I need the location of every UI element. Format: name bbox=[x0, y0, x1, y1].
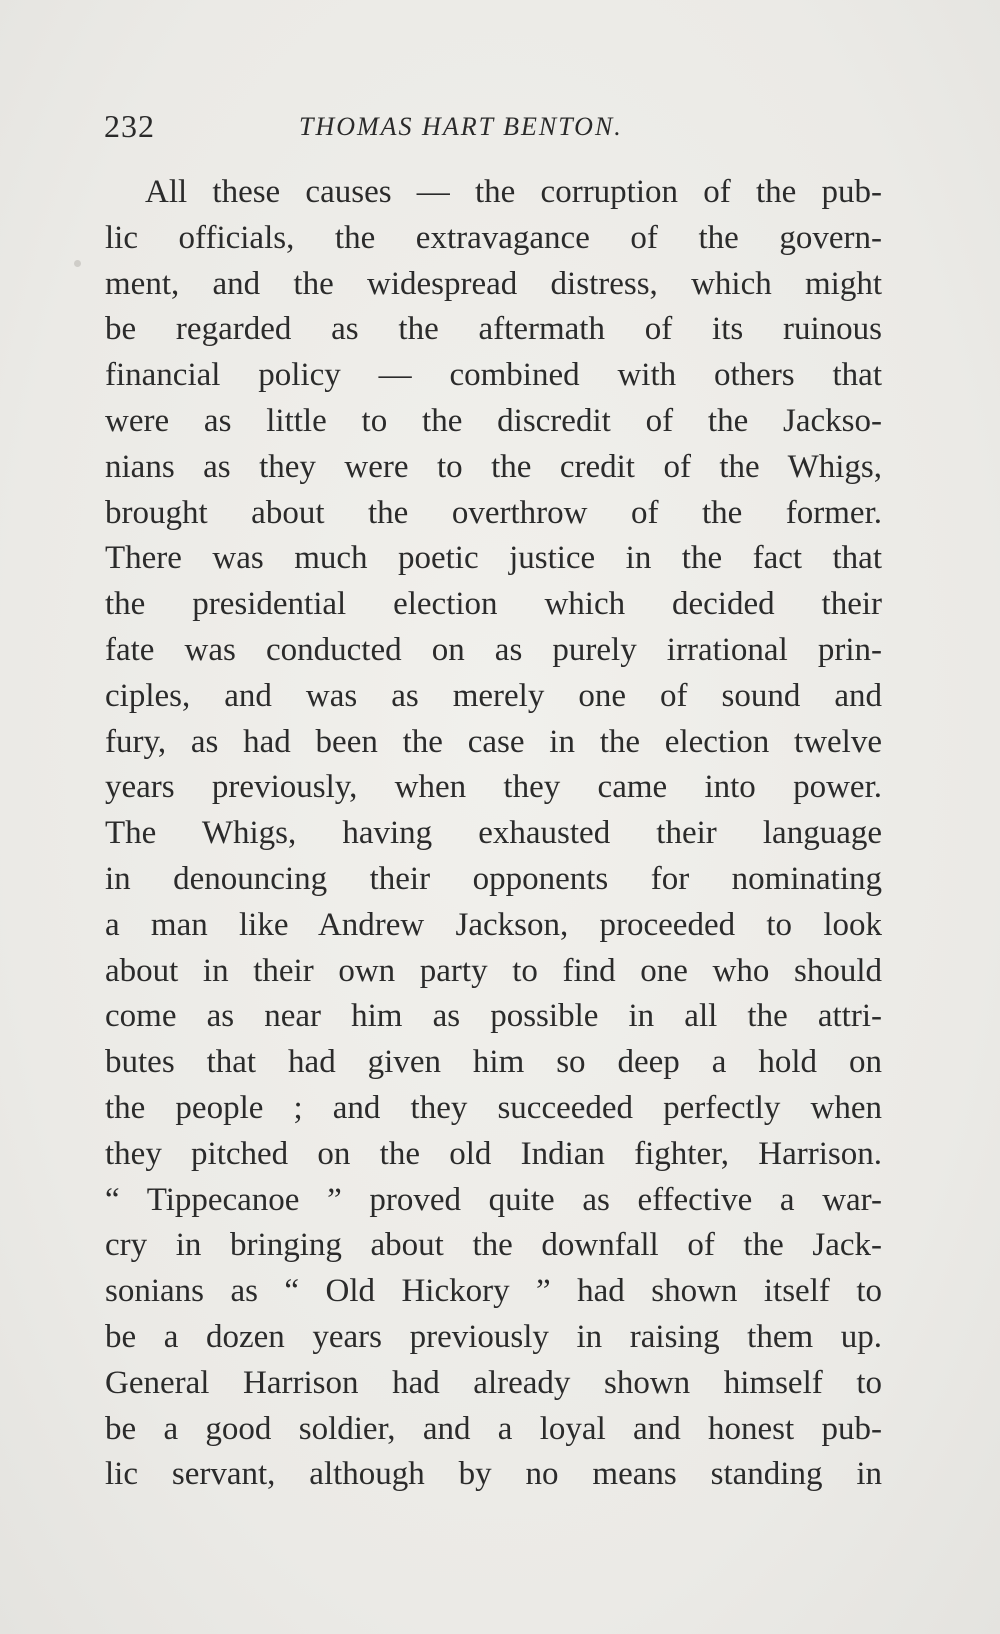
text-line: be a good soldier, and a loyal and honest pub- bbox=[105, 1410, 882, 1447]
page-number: 232 bbox=[104, 108, 155, 144]
text-line: ciples, and was as merely one of sound and bbox=[105, 677, 882, 714]
text-line: be regarded as the aftermath of its ruinous bbox=[105, 311, 882, 348]
text-line: the people ; and they succeeded perfectly when bbox=[105, 1089, 882, 1126]
text-line: come as near him as possible in all the attri- bbox=[105, 998, 882, 1035]
text-line: years previously, when they came into power. bbox=[105, 769, 882, 806]
text-line: they pitched on the old Indian fighter, Harrison. bbox=[105, 1135, 882, 1172]
text-line: ment, and the widespread distress, which might bbox=[105, 265, 882, 302]
text-line: All these causes — the corruption of the pub- bbox=[145, 174, 882, 210]
text-line: General Harrison had already shown himself to bbox=[105, 1364, 882, 1401]
body-text bbox=[105, 170, 882, 1498]
paper-speck bbox=[74, 260, 81, 267]
text-line: brought about the overthrow of the former. bbox=[105, 494, 882, 531]
text-line: financial policy — combined with others that bbox=[105, 357, 882, 394]
text-line: There was much poetic justice in the fact that bbox=[105, 540, 882, 577]
page-header bbox=[104, 108, 882, 154]
text-line: “ Tippecanoe ” proved quite as effective a war- bbox=[105, 1181, 882, 1218]
text-line: in denouncing their opponents for nominating bbox=[105, 860, 882, 897]
text-line: fate was conducted on as purely irrational prin- bbox=[105, 631, 882, 668]
text-line: lic officials, the extravagance of the govern- bbox=[105, 219, 882, 256]
text-line: be a dozen years previously in raising them up. bbox=[105, 1318, 882, 1355]
text-line: sonians as “ Old Hickory ” had shown itself to bbox=[105, 1273, 882, 1310]
text-line: cry in bringing about the downfall of the Jack- bbox=[105, 1227, 882, 1264]
text-line: lic servant, although by no means standing in bbox=[105, 1456, 882, 1493]
text-line: nians as they were to the credit of the Whigs, bbox=[105, 448, 882, 485]
text-line: butes that had given him so deep a hold on bbox=[105, 1044, 882, 1081]
text-line: about in their own party to find one who should bbox=[105, 952, 882, 989]
text-line: the presidential election which decided their bbox=[105, 586, 882, 623]
text-line: a man like Andrew Jackson, proceeded to look bbox=[105, 906, 882, 943]
text-line: The Whigs, having exhausted their language bbox=[105, 815, 882, 852]
text-line: were as little to the discredit of the Jackso- bbox=[105, 402, 882, 439]
running-head: THOMAS HART BENTON. bbox=[299, 112, 623, 141]
text-line: fury, as had been the case in the election twelve bbox=[105, 723, 882, 760]
